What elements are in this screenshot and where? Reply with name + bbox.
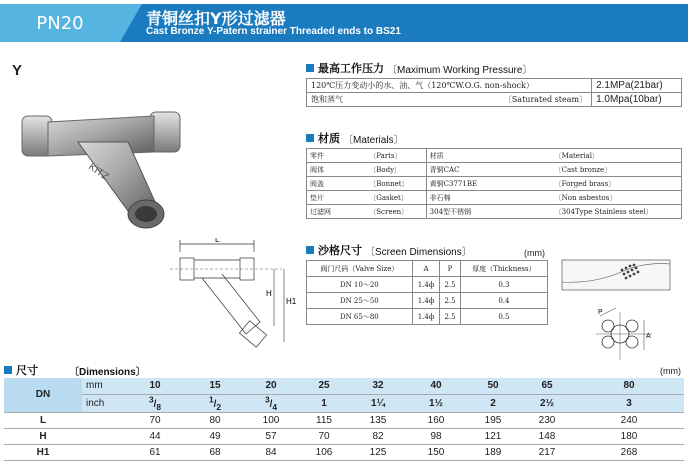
dim-cell: 125	[350, 444, 406, 460]
screen-header: 阀门尺码（Valve Size）	[307, 261, 413, 277]
mesh-A-label: A	[646, 333, 651, 340]
material-en: 〔Cast bronze〕	[552, 163, 682, 177]
pressure-desc: 120℃压力变动小的水、油、气（120℃W.O.G. non-shock）	[307, 79, 592, 93]
dn-mm: 10	[124, 378, 186, 394]
screen-cell: 2.5	[440, 277, 461, 293]
screen-header-row	[307, 261, 548, 277]
screen-cell: 0.3	[460, 277, 547, 293]
dim-cell: 115	[298, 412, 350, 428]
screen-unit: (mm)	[524, 248, 545, 258]
mm-label: mm	[82, 378, 124, 394]
section-bullet-icon	[306, 134, 314, 142]
screen-header: P	[440, 261, 461, 277]
dn-mm: 40	[406, 378, 466, 394]
dim-cell: 230	[520, 412, 574, 428]
material-cn: 材质	[426, 149, 552, 163]
part-cn: 垫片	[307, 191, 367, 205]
dim-cell: 98	[406, 428, 466, 444]
pressure-value: 1.0Mpa(10bar)	[592, 93, 682, 107]
dim-cell: 150	[406, 444, 466, 460]
title-english: Cast Bronze Y-Patern strainer Threaded ends to BS21	[146, 26, 401, 37]
row-label: L	[4, 412, 82, 428]
dn-inch: 1½	[406, 394, 466, 412]
row-label: H1	[4, 444, 82, 460]
material-en: 〔304Type Stainless steel〕	[552, 205, 682, 219]
dim-cell: 180	[574, 428, 684, 444]
header-slant	[120, 4, 142, 42]
materials-table	[306, 148, 682, 219]
material-en: 〔Non asbestos〕	[552, 191, 682, 205]
screen-title: 沙格尺寸 〔Screen Dimensions〕	[306, 242, 472, 258]
part-en: 〔Screen〕	[366, 205, 426, 219]
materials-row	[307, 163, 682, 177]
section-bullet-icon	[4, 366, 12, 374]
dimensions-title: 尺寸 〔Dimensions〕	[4, 362, 146, 378]
dim-cell: 240	[574, 412, 684, 428]
screen-cell: 2.5	[440, 309, 461, 325]
dn-mm: 80	[574, 378, 684, 394]
dn-inch: $^1/_2$	[186, 394, 244, 412]
material-cn: 黄铜C3771BE	[426, 177, 552, 191]
dn-inch: $^3/_4$	[244, 394, 298, 412]
material-cn: 304型不锈钢	[426, 205, 552, 219]
pressure-desc: 饱和蒸气	[307, 93, 394, 107]
materials-title: 材质 〔Materials〕	[306, 130, 404, 146]
dn-mm: 20	[244, 378, 298, 394]
dim-cell: 49	[186, 428, 244, 444]
dim-L-label: L	[215, 238, 220, 244]
dim-cell: 100	[244, 412, 298, 428]
part-en: 〔Body〕	[366, 163, 426, 177]
mesh-P-label: P	[598, 309, 603, 316]
part-cn: 过滤网	[307, 205, 367, 219]
screen-cell: 0.4	[460, 293, 547, 309]
dim-inch-row	[4, 394, 684, 412]
section-bullet-icon	[306, 64, 314, 72]
dim-cell: 68	[186, 444, 244, 460]
dn-inch: 1	[298, 394, 350, 412]
dim-cell: 268	[574, 444, 684, 460]
dim-cell: 70	[124, 412, 186, 428]
materials-row	[307, 205, 682, 219]
materials-row	[307, 177, 682, 191]
max-pressure-table	[306, 78, 682, 107]
screen-row	[307, 293, 548, 309]
dn-inch: $^3/_8$	[124, 394, 186, 412]
dn-mm: 32	[350, 378, 406, 394]
screen-header: 厚度（Thickness）	[460, 261, 547, 277]
pressure-row	[307, 93, 682, 107]
dim-cell: 70	[298, 428, 350, 444]
max-pressure-title: 最高工作压力 〔Maximum Working Pressure〕	[306, 60, 532, 76]
pressure-desc-en: 〔Saturated steam〕	[394, 93, 592, 107]
section-bullet-icon	[306, 246, 314, 254]
dim-cell: 135	[350, 412, 406, 428]
material-cn: 非石棉	[426, 191, 552, 205]
dim-cell: 195	[466, 412, 520, 428]
screen-cell: 1.4ф	[412, 309, 440, 325]
part-cn: 零件	[307, 149, 367, 163]
dn-mm: 50	[466, 378, 520, 394]
screen-cell: 1.4ф	[412, 277, 440, 293]
screen-cell: DN 10～20	[307, 277, 413, 293]
screen-cell: DN 65～80	[307, 309, 413, 325]
dn-mm: 25	[298, 378, 350, 394]
dn-mm: 65	[520, 378, 574, 394]
dim-cell: 44	[124, 428, 186, 444]
screen-mesh-diagram	[556, 256, 684, 366]
dim-cell: 217	[520, 444, 574, 460]
pressure-value: 2.1MPa(21bar)	[592, 79, 682, 93]
title-chinese: 青铜丝扣Y形过滤器	[146, 9, 286, 28]
part-cn: 阀体	[307, 163, 367, 177]
dim-H1-label: H1	[286, 297, 297, 306]
screen-cell: 2.5	[440, 293, 461, 309]
dimensions-unit: (mm)	[660, 366, 681, 376]
material-cn: 青铜CAC	[426, 163, 552, 177]
dim-cell: 57	[244, 428, 298, 444]
dim-cell: 84	[244, 444, 298, 460]
part-en: 〔Bonnet〕	[366, 177, 426, 191]
strainer-photo	[18, 86, 186, 236]
dim-cell: 148	[520, 428, 574, 444]
material-en: 〔Material〕	[552, 149, 682, 163]
dim-cell: 121	[466, 428, 520, 444]
screen-cell: 1.4ф	[412, 293, 440, 309]
part-cn: 阀盖	[307, 177, 367, 191]
inch-label: inch	[82, 394, 124, 412]
dim-H-label: H	[266, 289, 272, 298]
screen-header: A	[412, 261, 440, 277]
dimensions-table	[4, 378, 684, 461]
dn-inch: 1¼	[350, 394, 406, 412]
dn-label: DN	[4, 378, 82, 412]
part-en: 〔Gasket〕	[366, 191, 426, 205]
dim-cell: 160	[406, 412, 466, 428]
pressure-badge: PN20	[0, 4, 120, 42]
screen-cell: DN 25～50	[307, 293, 413, 309]
dim-cell: 61	[124, 444, 186, 460]
dn-inch: 2½	[520, 394, 574, 412]
pressure-row	[307, 79, 682, 93]
svg-text:KITZ: KITZ	[86, 161, 111, 183]
materials-row	[307, 191, 682, 205]
dim-cell: 189	[466, 444, 520, 460]
screen-cell: 0.5	[460, 309, 547, 325]
dim-row-H	[4, 428, 684, 444]
dim-cell: 106	[298, 444, 350, 460]
screen-row	[307, 277, 548, 293]
dim-row-L	[4, 412, 684, 428]
dim-row-H1	[4, 444, 684, 460]
materials-row	[307, 149, 682, 163]
dn-inch: 2	[466, 394, 520, 412]
screen-table	[306, 260, 548, 325]
product-letter: Y	[12, 62, 23, 79]
dim-cell: 80	[186, 412, 244, 428]
dim-cell: 82	[350, 428, 406, 444]
row-label: H	[4, 428, 82, 444]
dn-mm: 15	[186, 378, 244, 394]
dn-inch: 3	[574, 394, 684, 412]
dim-mm-row	[4, 378, 684, 394]
screen-row	[307, 309, 548, 325]
strainer-drawing	[150, 238, 300, 350]
material-en: 〔Forged brass〕	[552, 177, 682, 191]
part-en: 〔Parts〕	[366, 149, 426, 163]
